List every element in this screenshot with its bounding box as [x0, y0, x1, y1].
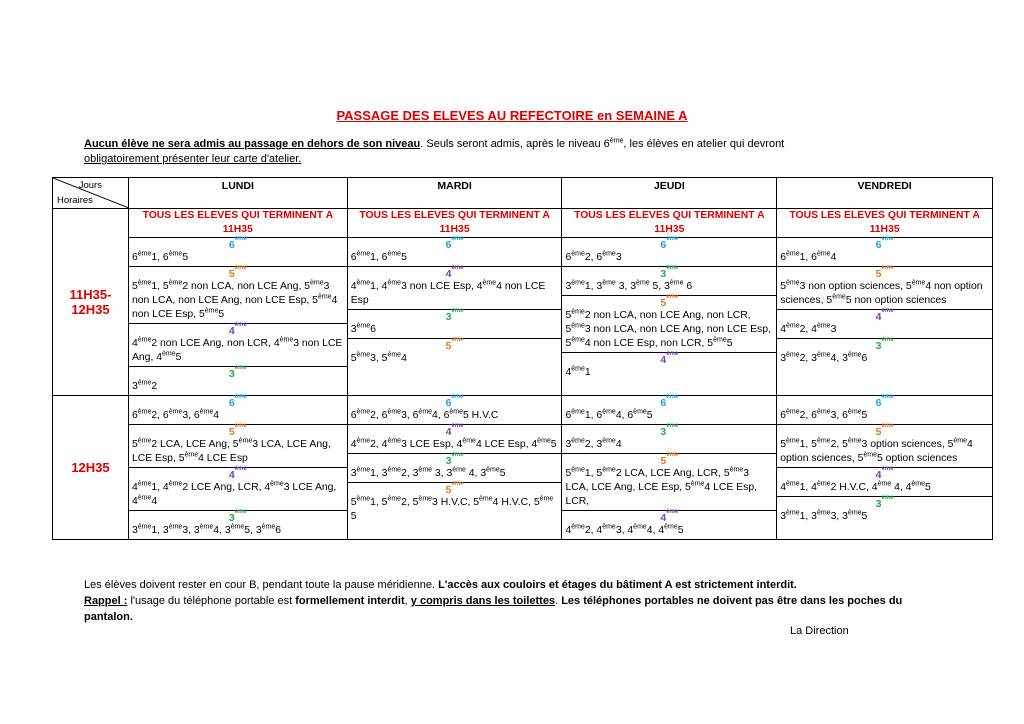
group-list: 4ème1, 4ème2 H.V.C, 4ème 4, 4ème5	[780, 480, 931, 493]
level-label: 3ème	[660, 265, 679, 280]
group-list: 6ème1, 6ème5	[350, 250, 407, 263]
level-label: 4ème	[660, 509, 679, 524]
cell-jeudi-slot2	[562, 396, 777, 540]
group-list: 6ème2, 6ème3, 6ème4	[131, 408, 220, 421]
intro-rest: . Seuls seront admis, après le niveau 6ème, les élèves en atelier qui devront	[420, 137, 785, 150]
group-list: 6ème2, 6ème3, 6ème4, 6ème5 H.V.C	[350, 408, 499, 421]
level-label: 3ème	[445, 308, 464, 323]
level-label: 6ème	[445, 236, 464, 251]
intro-bold: Aucun élève ne sera admis au passage en dehors de son niveau	[84, 138, 421, 150]
group-list: 4ème2 non LCE Ang, non LCR, 4ème3 non LCE Ang, 4ème5	[131, 336, 343, 363]
group-list: 3ème6	[350, 322, 376, 335]
level-label: 5ème	[228, 423, 247, 438]
group-list: 5ème2 LCA, LCE Ang, 5ème3 LCA, LCE Ang, LCE Esp, 5ème4 LCE Esp	[131, 437, 331, 464]
level-label: 3ème	[228, 365, 247, 380]
footer-line2-b: formellement interdit	[295, 595, 405, 607]
signature: La Direction	[790, 625, 849, 637]
level-label: 4ème	[228, 466, 247, 481]
group-list: 3ème1, 3ème 3, 3ème 5, 3ème 6	[565, 279, 693, 292]
tous-eleves-vendredi: TOUS LES ELEVES QUI TERMINENT A 11H35	[777, 209, 993, 238]
group-list: 3ème2, 3ème4	[565, 437, 622, 450]
level-label: 5ème	[660, 452, 679, 467]
time-slot-2: 12H35	[53, 396, 129, 540]
group-list: 6ème2, 6ème3, 6ème5	[780, 408, 868, 421]
tous-eleves-jeudi: TOUS LES ELEVES QUI TERMINENT A 11H35	[562, 209, 777, 238]
footer-line1-bold: L'accès aux couloirs et étages du bâtiment A est strictement interdit.	[438, 579, 797, 591]
level-label: 4ème	[660, 351, 679, 366]
cell-mardi-slot2	[347, 396, 562, 540]
level-label: 6ème	[660, 236, 679, 251]
level-label: 4ème	[228, 322, 247, 337]
level-label: 4ème	[875, 466, 894, 481]
level-label: 6ème	[875, 394, 894, 409]
level-label: 6ème	[875, 236, 894, 251]
group-list: 3ème2, 3ème4, 3ème6	[780, 351, 868, 364]
group-list: 5ème3 non option sciences, 5ème4 non option sciences, 5ème5 non option sciences	[780, 279, 983, 306]
group-list: 3ème1, 3ème3, 3ème4, 3ème5, 3ème6	[131, 523, 282, 536]
group-list: 5ème2 non LCA, non LCE Ang, non LCR, 5ème3 non LCA, non LCE Ang, non LCE Esp, 5ème4 non LCE Esp, non LCR, 5ème5	[565, 308, 771, 349]
footer-line2-e: .	[555, 595, 562, 607]
level-label: 4ème	[445, 423, 464, 438]
group-list: 6ème2, 6ème3	[565, 250, 622, 263]
group-list: 6ème1, 6ème4, 6ème5	[565, 408, 653, 421]
group-list: 5ème1, 5ème2, 5ème3 H.V.C, 5ème4 H.V.C, 5ème 5	[350, 495, 554, 522]
level-label: 5ème	[660, 294, 679, 309]
schedule-table	[52, 177, 993, 540]
intro-text	[84, 137, 904, 167]
level-label: 6ème	[445, 394, 464, 409]
group-list: 5ème3, 5ème4	[350, 351, 407, 364]
group-list: 4ème2, 4ème3, 4ème4, 4ème5	[565, 523, 684, 536]
group-list: 4ème1	[565, 365, 591, 378]
table-corner	[53, 178, 129, 209]
cell-lundi-slot1	[128, 238, 347, 396]
level-label: 4ème	[875, 308, 894, 323]
level-label: 5ème	[875, 265, 894, 280]
level-label: 6ème	[228, 236, 247, 251]
day-header-mardi: MARDI	[347, 178, 562, 209]
footer-line1-normal: Les élèves doivent rester en cour B, pendant toute la pause méridienne.	[84, 579, 439, 591]
level-label: 5ème	[228, 265, 247, 280]
footer-line2-d: y compris dans les toilettes	[410, 595, 556, 607]
group-list: 4ème2, 4ème3	[780, 322, 837, 335]
group-list: 3ème1, 3ème3, 3ème5	[780, 509, 868, 522]
group-list: 4ème1, 4ème2 LCE Ang, LCR, 4ème3 LCE Ang, 4ème4	[131, 480, 337, 507]
footer-rappel: Rappel :	[84, 595, 128, 607]
footer-text	[84, 577, 914, 625]
level-label: 3ème	[875, 337, 894, 352]
cell-jeudi-slot1	[562, 238, 777, 396]
level-label: 6ème	[660, 394, 679, 409]
level-label: 5ème	[875, 423, 894, 438]
cell-vendredi-slot2	[777, 396, 993, 540]
corner-jours: Jours	[78, 180, 102, 191]
tous-eleves-mardi: TOUS LES ELEVES QUI TERMINENT A 11H35	[347, 209, 562, 238]
footer-line2-f: Les téléphones portables ne doivent pas être dans les poches du pantalon.	[84, 595, 903, 623]
time-slot-1: 11H35- 12H35	[53, 209, 129, 396]
day-header-jeudi: JEUDI	[562, 178, 777, 209]
day-header-vendredi: VENDREDI	[777, 178, 993, 209]
group-list: 6ème1, 6ème4	[780, 250, 837, 263]
intro-line2: obligatoirement présenter leur carte d'atelier.	[84, 153, 302, 165]
cell-vendredi-slot1	[777, 238, 993, 396]
level-label: 3ème	[875, 495, 894, 510]
group-list: 3ème1, 3ème2, 3ème 3, 3ème 4, 3ème5	[350, 466, 506, 479]
group-list: 5ème1, 5ème2 non LCA, non LCE Ang, 5ème3 non LCA, non LCE Ang, non LCE Esp, 5ème4 non LCE Esp, 5ème5	[131, 279, 338, 320]
group-list: 5ème1, 5ème2 LCA, LCE Ang, LCR, 5ème3 LCA, LCE Ang, LCE Esp, 5ème4 LCE Esp, LCR,	[565, 466, 757, 507]
corner-horaires: Horaires	[57, 195, 93, 206]
level-label: 3ème	[228, 509, 247, 524]
page-title: PASSAGE DES ELEVES AU REFECTOIRE en SEMAINE A	[336, 108, 688, 123]
group-list: 3ème2	[131, 379, 158, 392]
level-label: 5ème	[445, 337, 464, 352]
level-label: 3ème	[660, 423, 679, 438]
level-label: 5ème	[445, 481, 464, 496]
footer-line2-c: ,	[404, 595, 411, 607]
level-label: 6ème	[228, 394, 247, 409]
cell-mardi-slot1	[347, 238, 562, 396]
tous-eleves-lundi: TOUS LES ELEVES QUI TERMINENT A 11H35	[128, 209, 347, 238]
group-list: 6ème1, 6ème5	[131, 250, 189, 263]
group-list: 4ème1, 4ème3 non LCE Esp, 4ème4 non LCE Esp	[350, 279, 546, 306]
group-list: 5ème1, 5ème2, 5ème3 option sciences, 5ème4 option sciences, 5ème5 option sciences	[780, 437, 973, 464]
level-label: 3ème	[445, 452, 464, 467]
day-header-lundi: LUNDI	[128, 178, 347, 209]
footer-line2-a: l'usage du téléphone portable est	[127, 595, 296, 607]
cell-lundi-slot2	[128, 396, 347, 540]
level-label: 4ème	[445, 265, 464, 280]
group-list: 4ème2, 4ème3 LCE Esp, 4ème4 LCE Esp, 4ème5	[350, 437, 557, 450]
